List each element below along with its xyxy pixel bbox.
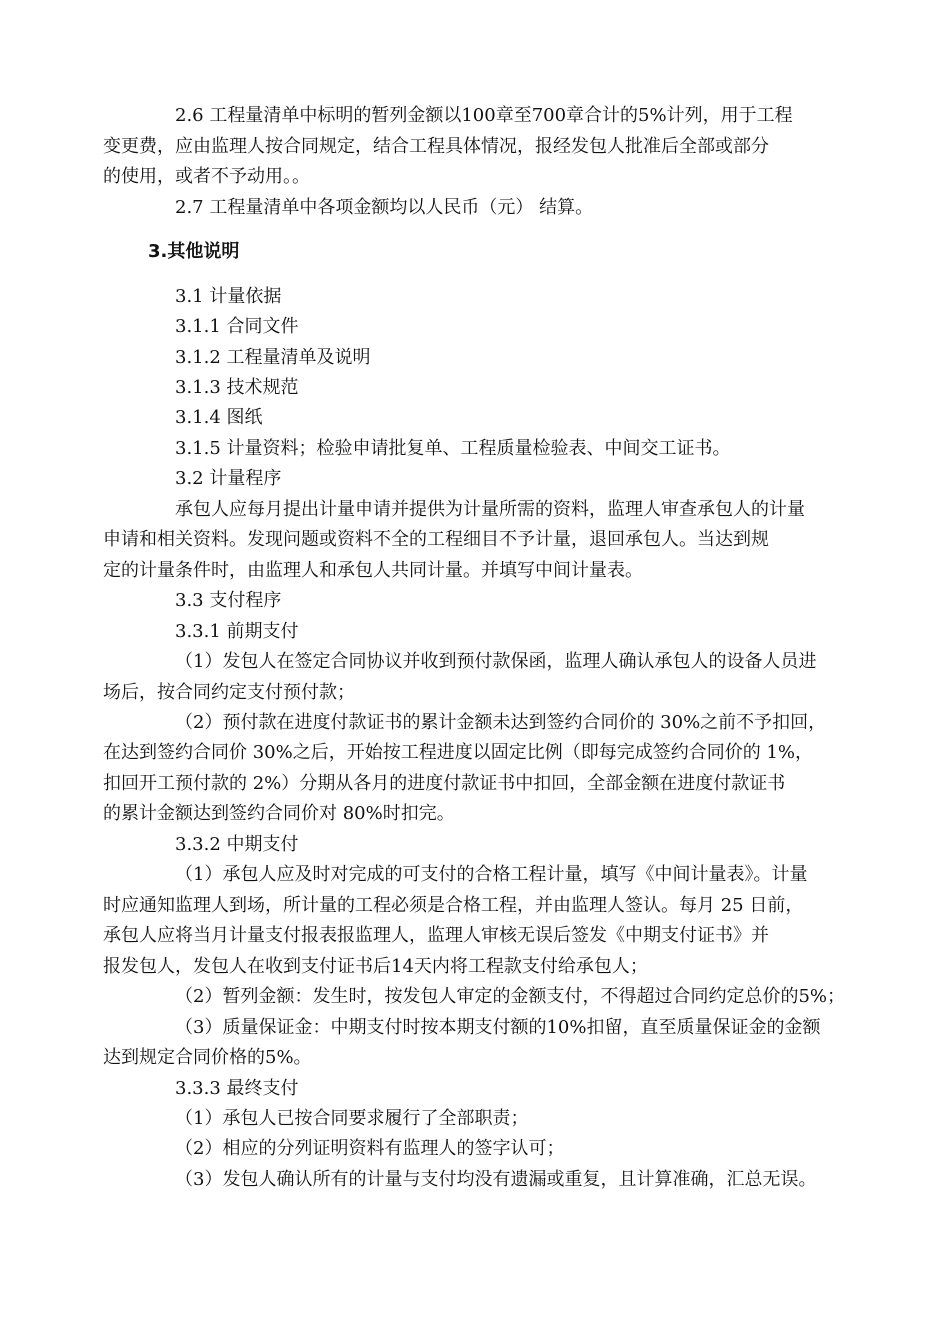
text-line: 扣回开工预付款的 2%）分期从各月的进度付款证书中扣回，全部金额在进度付款证书 (103, 773, 786, 794)
text-line: （3）质量保证金：中期支付时按本期支付额的10%扣留，直至质量保证金的金额 (175, 1017, 821, 1038)
text-line: 3.2 计量程序 (175, 468, 282, 489)
text-line: 的使用，或者不予动用。。 (103, 166, 310, 187)
text-line: 3.1.3 技术规范 (175, 377, 299, 398)
text-line: 场后，按合同约定支付预付款； (103, 682, 355, 703)
text-line: 3.3.2 中期支付 (175, 834, 299, 855)
text-line: 3.3 支付程序 (175, 590, 282, 611)
text-line: 2.6 工程量清单中标明的暂列金额以100章至700章合计的5%计列，用于工程 (175, 105, 793, 126)
text-line: （2）相应的分列证明资料有监理人的签字认可； (175, 1138, 565, 1159)
text-line: 定的计量条件时，由监理人和承包人共同计量。并填写中间计量表。 (103, 560, 643, 581)
text-line: 3.3.1 前期支付 (175, 621, 299, 642)
text-line: 时应通知监理人到场，所计量的工程必须是合格工程，并由监理人签认。每月 25 日前， (103, 895, 804, 916)
text-line: 2.7 工程量清单中各项金额均以人民币（元） 结算。 (175, 197, 594, 218)
text-line: 报发包人，发包人在收到支付证书后14天内将工程款支付给承包人； (103, 956, 648, 977)
text-line: （1）承包人已按合同要求履行了全部职责； (175, 1108, 529, 1129)
text-line: 3.1 计量依据 (175, 286, 282, 307)
text-line: （3）发包人确认所有的计量与支付均没有遗漏或重复，且计算准确，汇总无误。 (175, 1169, 817, 1190)
text-line: 申请和相关资料。发现问题或资料不全的工程细目不予计量，退回承包人。当达到规 (103, 529, 769, 550)
text-line: 3.1.1 合同文件 (175, 316, 299, 337)
section-heading: 3.其他说明 (148, 241, 240, 262)
text-line: 的累计金额达到签约合同价对 80%时扣完。 (103, 803, 455, 824)
text-line: 3.1.2 工程量清单及说明 (175, 347, 371, 368)
text-line: 承包人应将当月计量支付报表报监理人，监理人审核无误后签发《中期支付证书》并 (103, 925, 769, 946)
text-line: 承包人应每月提出计量申请并提供为计量所需的资料，监理人审查承包人的计量 (175, 499, 805, 520)
text-line: 达到规定合同价格的5%。 (103, 1047, 312, 1068)
text-line: （2）预付款在进度付款证书的累计金额未达到签约合同价的 30%之前不予扣回， (175, 712, 827, 733)
text-line: 3.1.5 计量资料；检验申请批复单、工程质量检验表、中间交工证书。 (175, 438, 731, 459)
text-line: 变更费，应由监理人按合同规定，结合工程具体情况，报经发包人批准后全部或部分 (103, 136, 769, 157)
text-line: 3.3.3 最终支付 (175, 1078, 299, 1099)
text-line: （1）承包人应及时对完成的可支付的合格工程计量，填写《中间计量表》。计量 (175, 864, 808, 885)
text-line: 3.1.4 图纸 (175, 407, 263, 428)
text-line: （1）发包人在签定合同协议并收到预付款保函，监理人确认承包人的设备人员进 (175, 651, 817, 672)
text-line: 在达到签约合同价 30%之后，开始按工程进度以固定比例（即每完成签约合同价的 1%， (103, 742, 814, 763)
text-line: （2）暂列金额：发生时，按发包人审定的金额支付，不得超过合同约定总价的5%； (175, 986, 846, 1007)
